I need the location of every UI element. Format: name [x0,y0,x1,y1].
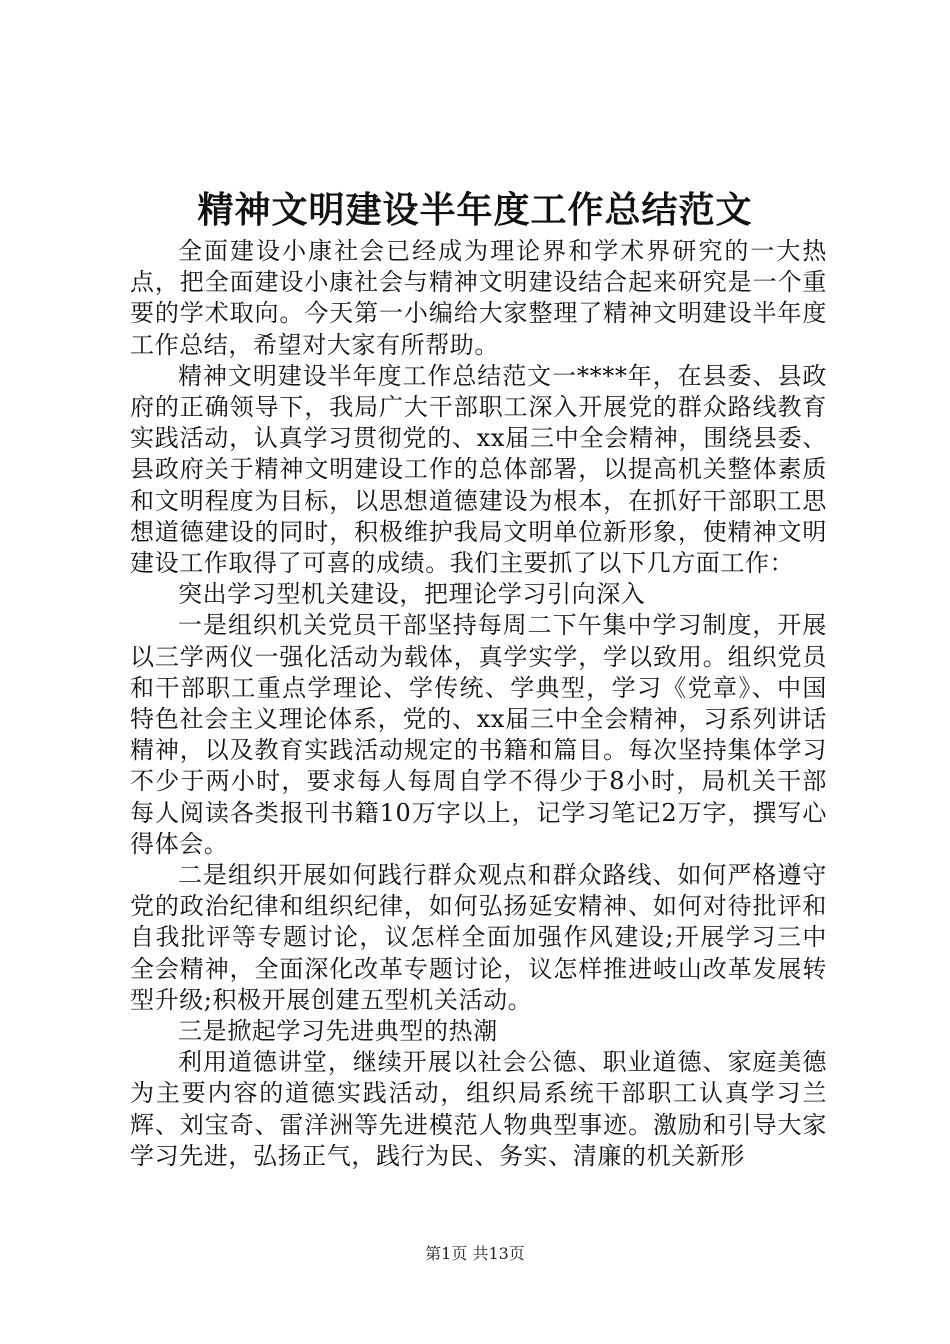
page-number-footer: 第1页 共13页 [425,1244,525,1263]
paragraph-moral-lecture: 利用道德讲堂，继续开展以社会公德、职业道德、家庭美德为主要内容的道德实践活动，组织局系统干部职工认真学习兰辉、刘宝奇、雷洋洲等先进模范人物典型事迹。激励和引导大家学习先进，弘扬正气，践行为民、务实、清廉的机关新形 [130,1048,827,1170]
paragraph-point-one: 一是组织机关党员干部坚持每周二下午集中学习制度，开展以三学两仪一强化活动为载体，真学实学，学以致用。组织党员和干部职工重点学理论、学传统、学典型，学习《党章》、中国特色社会主义理论体系，党的、xx届三中全会精神，习系列讲话精神，以及教育实践活动规定的书籍和篇目。每次坚持集体学习不少于两小时，要求每人每周自学不得少于8小时，局机关干部每人阅读各类报刊书籍10万字以上，记学习笔记2万字，撰写心得体会。 [130,611,827,858]
section-heading-models: 三是掀起学习先进典型的热潮 [178,1017,498,1046]
paragraph-intro: 全面建设小康社会已经成为理论界和学术界研究的一大热点，把全面建设小康社会与精神文明建设结合起来研究是一个重要的学术取向。今天第一小编给大家整理了精神文明建设半年度工作总结，希望对大家有所帮助。 [130,237,827,359]
document-body [130,236,827,1172]
document-title: 精神文明建设半年度工作总结范文 [197,189,753,231]
paragraph-summary-one: 精神文明建设半年度工作总结范文一****年，在县委、县政府的正确领导下，我局广大干部职工深入开展党的群众路线教育实践活动，认真学习贯彻党的、xx届三中全会精神，围绕县委、县政府关于精神文明建设工作的总体部署，以提高机关整体素质和文明程度为目标，以思想道德建设为根本，在抓好干部职工思想道德建设的同时，积极维护我局文明单位新形象，使精神文明建设工作取得了可喜的成绩。我们主要抓了以下几方面工作： [130,361,827,578]
section-heading-learning: 突出学习型机关建设，把理论学习引向深入 [178,580,646,609]
paragraph-point-two: 二是组织开展如何践行群众观点和群众路线、如何严格遵守党的政治纪律和组织纪律，如何弘扬延安精神、如何对待批评和自我批评等专题讨论，议怎样全面加强作风建设;开展学习三中全会精神，全面深化改革专题讨论，议怎样推进岐山改革发展转型升级;积极开展创建五型机关活动。 [130,861,827,1014]
